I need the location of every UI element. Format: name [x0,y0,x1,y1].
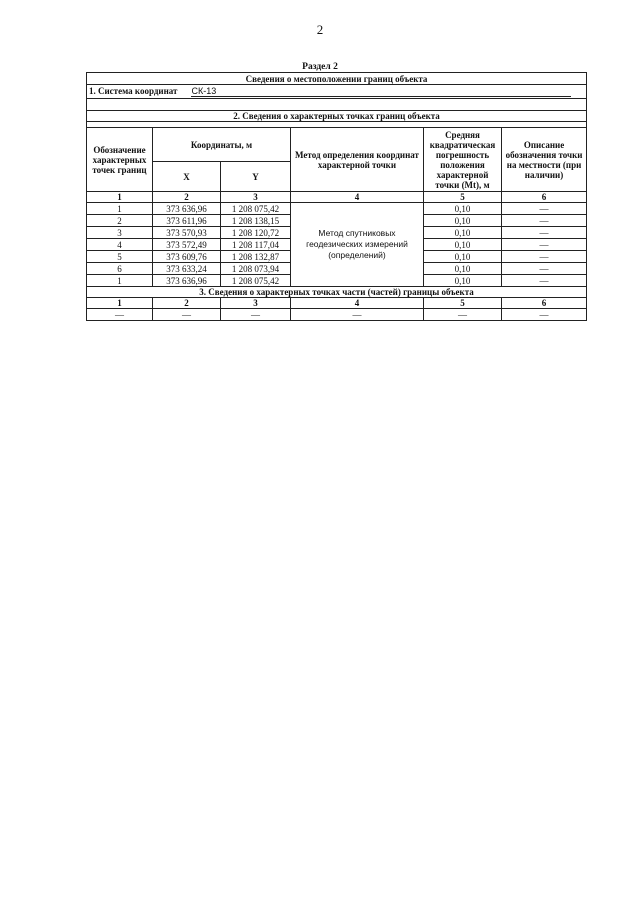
description-value: — [502,203,587,215]
column-numbers-row [87,298,587,309]
header-coordinates: Координаты, м [153,128,291,162]
description-value: — [502,263,587,275]
header-error: Средняя квадратическая погрешность положения характерной точки (Mt), м [424,128,502,192]
column-number: 6 [502,298,587,309]
column-number: 3 [221,298,291,309]
coord-y: 1 208 132,87 [221,251,291,263]
empty-cell: — [153,309,221,321]
coord-x: 373 609,76 [153,251,221,263]
header-designation: Обозначение характерных точек границ [87,128,153,192]
error-value: 0,10 [424,251,502,263]
empty-cell: — [87,309,153,321]
parts-section-title: 3. Сведения о характерных точках части (частей) границы объекта [87,287,587,298]
coord-x: 373 570,93 [153,227,221,239]
table-row [87,203,587,215]
column-number: 6 [502,192,587,203]
coord-x: 373 633,24 [153,263,221,275]
point-id: 6 [87,263,153,275]
column-number: 4 [291,192,424,203]
coord-x: 373 611,96 [153,215,221,227]
point-id: 4 [87,239,153,251]
point-id: 1 [87,275,153,287]
location-heading: Сведения о местоположении границ объекта [87,73,587,85]
column-numbers-row [87,192,587,203]
spacer-row [87,99,587,111]
error-value: 0,10 [424,203,502,215]
header-description: Описание обозначения точки на местности (при наличии) [502,128,587,192]
error-value: 0,10 [424,263,502,275]
coord-x: 373 572,49 [153,239,221,251]
error-value: 0,10 [424,239,502,251]
coord-y: 1 208 120,72 [221,227,291,239]
error-value: 0,10 [424,215,502,227]
description-value: — [502,227,587,239]
empty-cell: — [424,309,502,321]
coord-y: 1 208 075,42 [221,203,291,215]
coord-y: 1 208 138,15 [221,215,291,227]
coord-y: 1 208 073,94 [221,263,291,275]
description-value: — [502,275,587,287]
error-value: 0,10 [424,227,502,239]
page-number: 2 [316,22,324,37]
column-number: 1 [87,298,153,309]
empty-cell: — [221,309,291,321]
column-number: 2 [153,298,221,309]
point-id: 2 [87,215,153,227]
coord-x: 373 636,96 [153,275,221,287]
coord-system-value: СК-13 [191,86,571,97]
column-number: 5 [424,192,502,203]
empty-cell: — [502,309,587,321]
column-number: 3 [221,192,291,203]
column-number: 2 [153,192,221,203]
coord-x: 373 636,96 [153,203,221,215]
coord-system-label: 1. Система координат [89,86,178,96]
method-value: Метод спутниковых геодезических измерений (определений) [291,203,424,287]
column-number: 5 [424,298,502,309]
header-y: Y [221,162,291,192]
coord-y: 1 208 075,42 [221,275,291,287]
coord-system-row [87,85,587,99]
section-title: Раздел 2 [302,62,338,72]
description-value: — [502,215,587,227]
header-x: X [153,162,221,192]
coord-y: 1 208 117,04 [221,239,291,251]
point-id: 1 [87,203,153,215]
header-method: Метод определения координат характерной точки [291,128,424,192]
point-id: 5 [87,251,153,263]
empty-cell: — [291,309,424,321]
boundary-table [86,72,587,321]
point-id: 3 [87,227,153,239]
column-number: 1 [87,192,153,203]
description-value: — [502,239,587,251]
table-row [87,309,587,321]
column-number: 4 [291,298,424,309]
error-value: 0,10 [424,275,502,287]
description-value: — [502,251,587,263]
points-section-title: 2. Сведения о характерных точках границ объекта [87,111,587,122]
